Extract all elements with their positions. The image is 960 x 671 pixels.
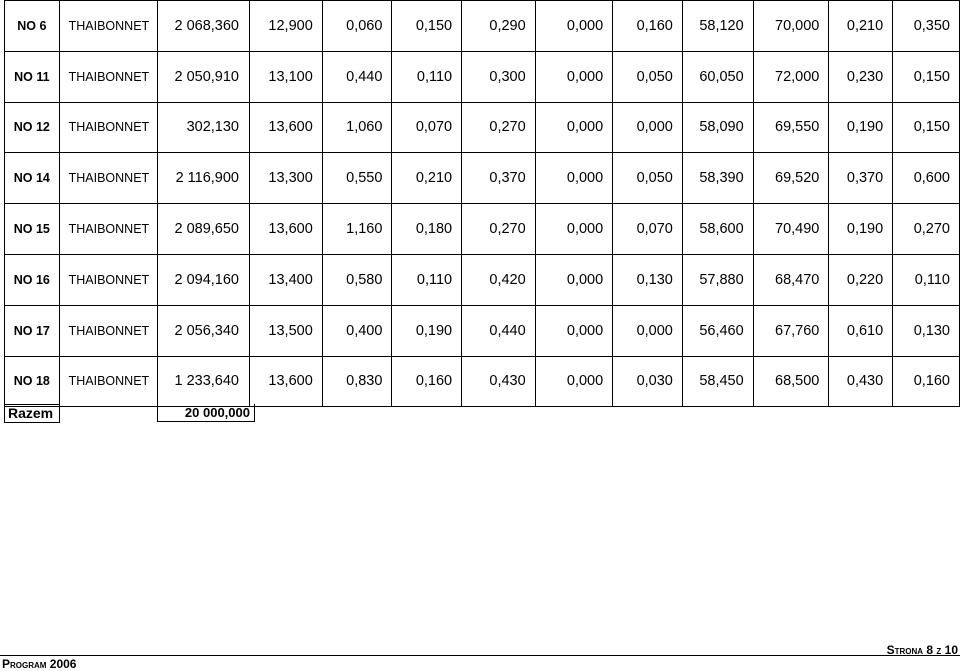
value-cell: 0,440 <box>462 305 536 356</box>
value-cell: 69,550 <box>753 102 829 153</box>
value-cell: 0,150 <box>893 51 960 102</box>
row-id-cell: NO 18 <box>5 356 60 407</box>
value-cell: 0,350 <box>893 1 960 52</box>
footer-page-number: Strona 8 z 10 <box>886 643 958 657</box>
value-cell: 0,420 <box>462 254 536 305</box>
value-cell: 58,120 <box>682 1 753 52</box>
data-table <box>4 0 960 407</box>
value-cell: 0,600 <box>893 153 960 204</box>
table-row <box>5 1 960 52</box>
table-row <box>5 305 960 356</box>
value-cell: 13,600 <box>250 356 323 407</box>
table-row <box>5 254 960 305</box>
row-id-cell: NO 14 <box>5 153 60 204</box>
value-cell: 72,000 <box>753 51 829 102</box>
weight-cell: 2 050,910 <box>158 51 250 102</box>
supplier-cell: THAIBONNET <box>59 305 158 356</box>
value-cell: 0,300 <box>462 51 536 102</box>
value-cell: 13,300 <box>250 153 323 204</box>
value-cell: 0,210 <box>392 153 462 204</box>
supplier-cell: THAIBONNET <box>59 51 158 102</box>
value-cell: 0,400 <box>322 305 392 356</box>
row-id-cell: NO 6 <box>5 1 60 52</box>
value-cell: 1,160 <box>322 204 392 255</box>
row-id-cell: NO 15 <box>5 204 60 255</box>
value-cell: 0,550 <box>322 153 392 204</box>
value-cell: 0,220 <box>829 254 893 305</box>
value-cell: 0,030 <box>613 356 683 407</box>
value-cell: 13,600 <box>250 102 323 153</box>
value-cell: 0,180 <box>392 204 462 255</box>
supplier-cell: THAIBONNET <box>59 254 158 305</box>
value-cell: 0,610 <box>829 305 893 356</box>
value-cell: 13,500 <box>250 305 323 356</box>
table-row <box>5 102 960 153</box>
value-cell: 69,520 <box>753 153 829 204</box>
weight-cell: 2 116,900 <box>158 153 250 204</box>
value-cell: 58,600 <box>682 204 753 255</box>
value-cell: 0,130 <box>893 305 960 356</box>
supplier-cell: THAIBONNET <box>59 102 158 153</box>
value-cell: 12,900 <box>250 1 323 52</box>
value-cell: 0,000 <box>535 305 613 356</box>
value-cell: 13,400 <box>250 254 323 305</box>
value-cell: 58,390 <box>682 153 753 204</box>
supplier-cell: THAIBONNET <box>59 1 158 52</box>
value-cell: 0,160 <box>893 356 960 407</box>
value-cell: 0,440 <box>322 51 392 102</box>
value-cell: 0,230 <box>829 51 893 102</box>
table-body <box>5 1 960 407</box>
value-cell: 56,460 <box>682 305 753 356</box>
value-cell: 1,060 <box>322 102 392 153</box>
value-cell: 0,190 <box>829 102 893 153</box>
value-cell: 67,760 <box>753 305 829 356</box>
value-cell: 0,000 <box>535 356 613 407</box>
value-cell: 0,270 <box>893 204 960 255</box>
supplier-cell: THAIBONNET <box>59 204 158 255</box>
weight-cell: 2 094,160 <box>158 254 250 305</box>
value-cell: 0,160 <box>392 356 462 407</box>
total-value: 20 000,000 <box>157 404 255 422</box>
table-row <box>5 153 960 204</box>
value-cell: 0,000 <box>535 153 613 204</box>
table-row <box>5 204 960 255</box>
value-cell: 0,000 <box>613 305 683 356</box>
value-cell: 0,050 <box>613 51 683 102</box>
value-cell: 58,090 <box>682 102 753 153</box>
value-cell: 0,070 <box>613 204 683 255</box>
weight-cell: 1 233,640 <box>158 356 250 407</box>
value-cell: 0,110 <box>392 254 462 305</box>
table-row <box>5 356 960 407</box>
value-cell: 13,100 <box>250 51 323 102</box>
value-cell: 0,210 <box>829 1 893 52</box>
value-cell: 0,190 <box>392 305 462 356</box>
value-cell: 70,000 <box>753 1 829 52</box>
value-cell: 68,470 <box>753 254 829 305</box>
value-cell: 0,370 <box>462 153 536 204</box>
value-cell: 68,500 <box>753 356 829 407</box>
value-cell: 0,370 <box>829 153 893 204</box>
value-cell: 0,430 <box>829 356 893 407</box>
footer-divider <box>0 655 960 656</box>
value-cell: 0,050 <box>613 153 683 204</box>
value-cell: 0,110 <box>392 51 462 102</box>
value-cell: 0,000 <box>535 51 613 102</box>
value-cell: 0,000 <box>535 204 613 255</box>
value-cell: 0,150 <box>392 1 462 52</box>
row-id-cell: NO 12 <box>5 102 60 153</box>
value-cell: 0,430 <box>462 356 536 407</box>
row-id-cell: NO 17 <box>5 305 60 356</box>
value-cell: 0,270 <box>462 204 536 255</box>
value-cell: 0,130 <box>613 254 683 305</box>
value-cell: 70,490 <box>753 204 829 255</box>
footer-program: Program 2006 <box>2 657 77 671</box>
total-label: Razem <box>4 404 60 423</box>
weight-cell: 2 056,340 <box>158 305 250 356</box>
row-id-cell: NO 16 <box>5 254 60 305</box>
value-cell: 0,000 <box>535 102 613 153</box>
value-cell: 0,190 <box>829 204 893 255</box>
value-cell: 0,160 <box>613 1 683 52</box>
value-cell: 0,070 <box>392 102 462 153</box>
value-cell: 0,290 <box>462 1 536 52</box>
value-cell: 0,000 <box>613 102 683 153</box>
value-cell: 13,600 <box>250 204 323 255</box>
supplier-cell: THAIBONNET <box>59 153 158 204</box>
weight-cell: 302,130 <box>158 102 250 153</box>
value-cell: 0,000 <box>535 254 613 305</box>
value-cell: 58,450 <box>682 356 753 407</box>
weight-cell: 2 068,360 <box>158 1 250 52</box>
table-row <box>5 51 960 102</box>
value-cell: 60,050 <box>682 51 753 102</box>
value-cell: 57,880 <box>682 254 753 305</box>
value-cell: 0,270 <box>462 102 536 153</box>
value-cell: 0,000 <box>535 1 613 52</box>
row-id-cell: NO 11 <box>5 51 60 102</box>
value-cell: 0,110 <box>893 254 960 305</box>
value-cell: 0,150 <box>893 102 960 153</box>
value-cell: 0,580 <box>322 254 392 305</box>
value-cell: 0,060 <box>322 1 392 52</box>
supplier-cell: THAIBONNET <box>59 356 158 407</box>
weight-cell: 2 089,650 <box>158 204 250 255</box>
value-cell: 0,830 <box>322 356 392 407</box>
